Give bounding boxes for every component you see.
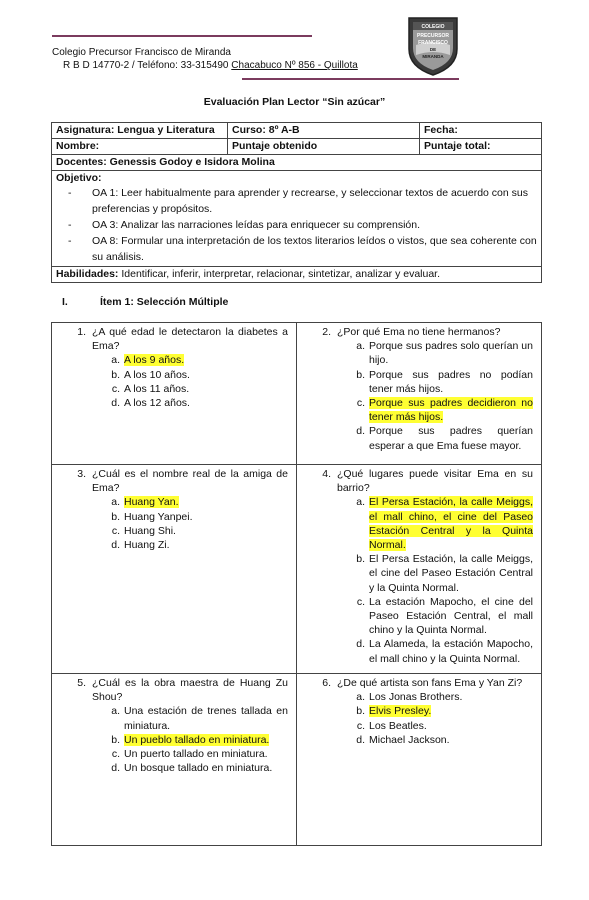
name-cell[interactable]: Nombre: xyxy=(52,139,228,155)
option-letter: b. xyxy=(111,368,120,381)
option-letter: b. xyxy=(356,368,365,381)
answer-option[interactable] xyxy=(351,637,533,665)
option-text-highlighted xyxy=(369,704,533,718)
answer-option[interactable] xyxy=(351,733,533,747)
question-number: 1. xyxy=(77,326,86,338)
question-prompt: ¿Cuál es el nombre real de la amiga de Ema? xyxy=(92,468,288,495)
course-cell: Curso: 8º A-B xyxy=(228,123,420,139)
answer-option[interactable] xyxy=(351,339,533,367)
teachers-cell: Docentes: Genessis Godoy e Isidora Molina xyxy=(52,155,542,171)
answer-option[interactable] xyxy=(106,538,288,552)
option-text: Huang Yanpei. xyxy=(124,510,193,523)
school-name: Colegio Precursor Francisco de Miranda xyxy=(52,47,231,58)
question-cell xyxy=(52,465,297,674)
svg-text:DE: DE xyxy=(429,47,437,52)
answer-option[interactable] xyxy=(106,761,288,775)
question-cell xyxy=(297,465,542,674)
question-prompt: ¿De qué artista son fans Ema y Yan Zi? xyxy=(337,677,523,689)
option-letter: b. xyxy=(356,705,365,718)
question-text xyxy=(305,467,533,495)
question-prompt: ¿Cuál es la obra maestra de Huang Zu Shou? xyxy=(92,677,288,704)
option-letter: a. xyxy=(356,691,365,704)
question-text xyxy=(305,676,533,690)
option-letter: d. xyxy=(356,425,365,438)
answer-option[interactable] xyxy=(351,368,533,396)
option-text-highlighted xyxy=(124,353,288,367)
option-letter: d. xyxy=(111,539,120,552)
answer-options xyxy=(60,704,288,775)
subject-cell: Asignatura: Lengua y Literatura xyxy=(52,123,228,139)
skills-cell xyxy=(52,267,542,283)
option-text: A los 10 años. xyxy=(124,368,190,381)
address-text: R B D 14770-2 / Teléfono: 33-315490 xyxy=(63,60,232,71)
school-address xyxy=(52,59,358,72)
option-letter: a. xyxy=(356,496,365,509)
option-letter: c. xyxy=(111,748,120,761)
svg-text:FRANCISCO: FRANCISCO xyxy=(418,40,448,46)
answer-option[interactable] xyxy=(106,733,288,747)
answer-option[interactable] xyxy=(106,704,288,732)
highlight-mark: El Persa Estación, la calle Meiggs, el mall chino, el cine del Paseo Estación Central y la Quinta Normal. xyxy=(369,496,533,552)
answer-options xyxy=(60,495,288,552)
school-shield-logo xyxy=(406,15,460,77)
question-prompt: ¿A qué edad le detectaron la diabetes a Ema? xyxy=(92,326,288,353)
answer-option[interactable] xyxy=(106,495,288,509)
question-number: 3. xyxy=(77,468,86,480)
option-text: A los 12 años. xyxy=(124,397,190,410)
multiple-choice-table xyxy=(51,322,542,846)
option-letter: b. xyxy=(356,553,365,566)
option-letter: c. xyxy=(356,397,365,410)
question-number: 4. xyxy=(322,468,331,480)
answer-option[interactable] xyxy=(351,552,533,595)
option-letter: b. xyxy=(111,733,120,746)
highlight-mark: Elvis Presley. xyxy=(369,705,432,718)
question-text xyxy=(60,676,288,704)
answer-options xyxy=(305,339,533,453)
skills-label: Habilidades: xyxy=(56,268,119,280)
school-header xyxy=(52,46,358,72)
section-heading xyxy=(62,296,228,308)
svg-text:COLEGIO: COLEGIO xyxy=(421,24,445,30)
option-text-highlighted xyxy=(124,733,288,747)
objectives-list xyxy=(56,185,537,265)
answer-option[interactable] xyxy=(351,424,533,452)
question-cell xyxy=(52,674,297,846)
question-text xyxy=(305,325,533,339)
option-letter: d. xyxy=(356,733,365,746)
info-table xyxy=(51,122,542,283)
answer-option[interactable] xyxy=(106,524,288,538)
option-text: Una estación de trenes tallada en miniatura. xyxy=(124,705,288,732)
objectives-cell xyxy=(52,171,542,267)
option-text: Los Jonas Brothers. xyxy=(369,691,463,704)
total-score-cell: Puntaje total: xyxy=(420,139,542,155)
objective-item: - OA 1: Leer habitualmente para aprender y recrearse, y seleccionar textos de acuerdo con sus preferencias y propósitos. xyxy=(66,185,537,217)
question-number: 6. xyxy=(322,677,331,689)
question-text xyxy=(60,325,288,353)
question-number: 5. xyxy=(77,677,86,689)
option-letter: a. xyxy=(111,705,120,718)
option-text-highlighted xyxy=(369,495,533,552)
question-cell xyxy=(52,323,297,465)
highlight-mark: A los 9 años. xyxy=(124,354,185,367)
date-cell[interactable]: Fecha: xyxy=(420,123,542,139)
answer-option[interactable] xyxy=(351,495,533,552)
question-prompt: ¿Por qué Ema no tiene hermanos? xyxy=(337,326,501,338)
svg-text:MIRANDA: MIRANDA xyxy=(422,54,444,59)
question-text xyxy=(60,467,288,495)
option-text: Huang Zi. xyxy=(124,539,170,552)
score-obtained-cell: Puntaje obtenido xyxy=(228,139,420,155)
answer-option[interactable] xyxy=(106,382,288,396)
option-letter: d. xyxy=(111,397,120,410)
answer-option[interactable] xyxy=(351,595,533,638)
option-letter: c. xyxy=(111,524,120,537)
address-street: Chacabuco Nº 856 - Quillota xyxy=(231,60,358,71)
question-number: 2. xyxy=(322,326,331,338)
option-text: El Persa Estación, la calle Meiggs, el cine del Paseo Estación Central y la Quinta Normal. xyxy=(369,553,533,594)
option-text: A los 11 años. xyxy=(124,382,190,395)
answer-option[interactable] xyxy=(106,747,288,761)
answer-option[interactable] xyxy=(351,704,533,718)
option-letter: b. xyxy=(111,510,120,523)
answer-options xyxy=(305,495,533,665)
highlight-mark: Porque sus padres decidieron no tener más hijos. xyxy=(369,397,533,424)
question-cell xyxy=(297,674,542,846)
option-text-highlighted xyxy=(124,495,288,509)
objective-item: - OA 8: Formular una interpretación de los textos literarios leídos o vistos, que sea coherente con su análisis. xyxy=(66,233,537,265)
answer-option[interactable] xyxy=(106,353,288,367)
question-cell xyxy=(297,323,542,465)
highlight-mark: Un pueblo tallado en miniatura. xyxy=(124,733,270,746)
option-letter: a. xyxy=(111,496,120,509)
answer-option[interactable] xyxy=(106,396,288,410)
skills-text: Identificar, inferir, interpretar, relacionar, sintetizar, analizar y evaluar. xyxy=(118,268,441,280)
answer-options xyxy=(60,353,288,410)
header-divider-top xyxy=(52,35,312,37)
objectives-label: Objetivo: xyxy=(56,172,102,184)
option-letter: d. xyxy=(356,638,365,651)
page-title: Evaluación Plan Lector “Sin azúcar” xyxy=(203,96,386,108)
option-letter: a. xyxy=(111,354,120,367)
option-text: Porque sus padres no podían tener más hijos. xyxy=(369,368,533,395)
answer-option[interactable] xyxy=(351,396,533,424)
answer-option[interactable] xyxy=(106,510,288,524)
answer-option[interactable] xyxy=(351,690,533,704)
option-letter: c. xyxy=(111,382,120,395)
option-letter: c. xyxy=(356,719,365,732)
option-text: Porque sus padres querían esperar a que Ema fuese mayor. xyxy=(369,425,533,452)
option-text: Los Beatles. xyxy=(369,719,427,732)
question-prompt: ¿Qué lugares puede visitar Ema en su barrio? xyxy=(337,468,533,495)
option-letter: a. xyxy=(356,340,365,353)
option-text: Porque sus padres solo querían un hijo. xyxy=(369,340,533,367)
option-text: Un bosque tallado en miniatura. xyxy=(124,762,273,775)
option-text: La Alameda, la estación Mapocho, el mall chino y la Quinta Normal. xyxy=(369,638,533,665)
option-letter: d. xyxy=(111,762,120,775)
section-number: I. xyxy=(62,296,68,308)
option-text-highlighted xyxy=(369,396,533,424)
svg-text:PRECURSOR: PRECURSOR xyxy=(417,33,449,39)
objective-item: - OA 3: Analizar las narraciones leídas para enriquecer su comprensión. xyxy=(66,217,537,233)
option-text: Un puerto tallado en miniatura. xyxy=(124,748,268,761)
option-letter: c. xyxy=(356,595,365,608)
option-text: La estación Mapocho, el cine del Paseo Estación Central, el mall chino y la Quinta Normal. xyxy=(369,595,533,637)
answer-option[interactable] xyxy=(106,368,288,382)
option-text: Huang Shi. xyxy=(124,524,176,537)
section-title: Ítem 1: Selección Múltiple xyxy=(100,296,229,308)
header-divider-bottom xyxy=(242,78,459,80)
highlight-mark: Huang Yan. xyxy=(124,496,179,509)
answer-option[interactable] xyxy=(351,719,533,733)
answer-options xyxy=(305,690,533,747)
option-text: Michael Jackson. xyxy=(369,733,450,746)
